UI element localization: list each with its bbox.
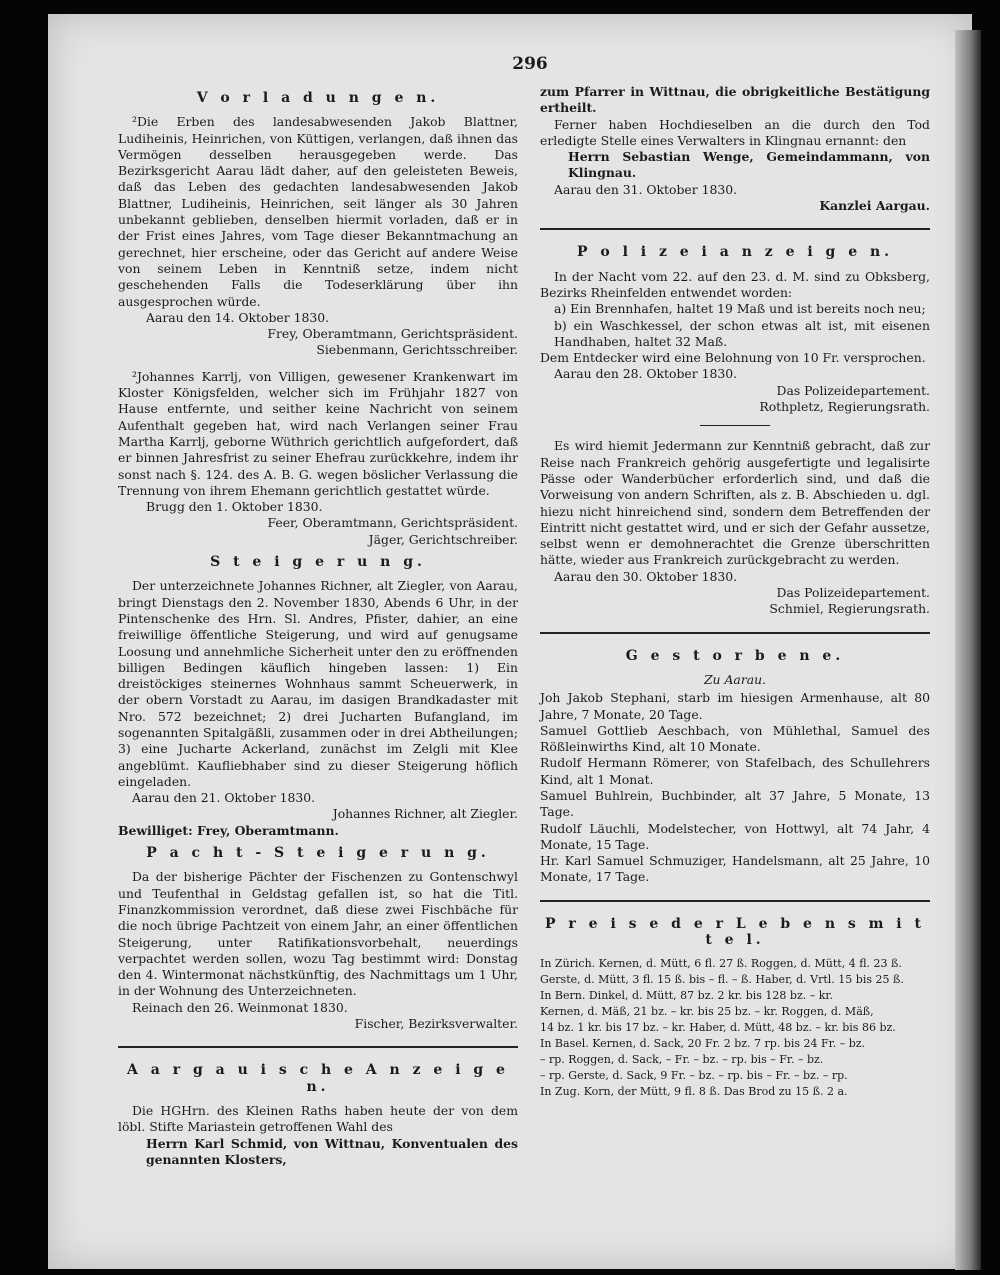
price-line: – rp. Gerste, d. Sack, 9 Fr. – bz. – rp. bis – Fr. – bz. – rp. bbox=[540, 1069, 848, 1083]
summons-1-date: Aarau den 14. Oktober 1830. bbox=[146, 309, 330, 325]
death-entry: Joh Jakob Stephani, starb im hiesigen Armenhause, alt 80 Jahre, 7 Monate, 20 Tage. bbox=[540, 690, 930, 722]
summons-2-signature-2: Jäger, Gerichtschreiber. bbox=[368, 531, 518, 547]
death-entry: Rudolf Hermann Römerer, von Stafelbach, des Schullehrers Kind, alt 1 Monat. bbox=[540, 755, 930, 787]
passport-notice-signature-1: Das Polizeidepartement. bbox=[776, 585, 930, 601]
appointment-continued: zum Pfarrer in Wittnau, die obrigkeitliche Bestätigung ertheilt. bbox=[540, 84, 930, 116]
appointment-2-name: Herrn Sebastian Wenge, Gemeindammann, von Klingnau. bbox=[568, 149, 930, 181]
section-divider bbox=[118, 1046, 518, 1048]
theft-item-a: a) Ein Brennhafen, haltet 19 Maß und ist bereits noch neu; bbox=[554, 301, 926, 317]
lease-auction-signature: Fischer, Bezirksverwalter. bbox=[354, 1016, 518, 1032]
appointment-text: Die HGHrn. des Kleinen Raths haben heute der von dem löbl. Stifte Mariastein getroffenen Wahl des bbox=[118, 1102, 518, 1135]
auction-text: Der unterzeichnete Johannes Richner, alt Ziegler, von Aarau, bringt Dienstags den 2. November 1830, Abends 6 Uhr, in der Pintenschenke des Hrn. Sl. Andres, Pfister, dahier, an eine freiwillige öffentliche Steigerung, und wird auf genugsame Loosung und annehmliche Sicherheit unter den zu eröffnenden billigen Bedingen käuflich hingeben lassen: 1) Ein dreistöckiges steinernes Wohnhaus sammt Scheuerwerk, in der obern Vorstadt zu Aarau, im dasigen Brandkadaster mit Nro. 572 bezeichnet; 2) drei Jucharten Bufangland, im sogenannten Spitalgäßli, zusammen oder in drei Abtheilungen; 3) eine Jucharte Ackerland, zunächst im Zelgli mit Klee angeblümt. Kaufliebhaber sind zu dieser Steigerung höflich eingeladen. bbox=[118, 578, 518, 789]
price-line: Kernen, d. Mäß, 21 bz. – kr. bis 25 bz. – kr. Roggen, d. Mäß, bbox=[540, 1005, 874, 1019]
price-line: In Basel. Kernen, d. Sack, 20 Fr. 2 bz. 7 rp. bis 24 Fr. – bz. bbox=[540, 1037, 866, 1051]
lease-auction-text: Da der bisherige Pächter der Fischenzen zu Gontenschwyl und Teufenthal in Geldstag gefallen ist, so hat die Titl. Finanzkommission verordnet, daß diese zwei Fischbäche für die noch übrige Pachtzeit von einem Jahr, an einer öffentlichen Steigerung, unter Ratifikationsvorbehalt, neuerdings verpachtet werden sollen, wozu Tag bestimmt wird: Donstag den 4. Wintermonat nächstkünftig, des Nachmittags um 1 Uhr, in der Wohnung des Unterzeichneten. bbox=[118, 869, 518, 999]
heading-pacht-steigerung: P a c h t - S t e i g e r u n g. bbox=[146, 845, 490, 862]
summons-2-date: Brugg den 1. Oktober 1830. bbox=[146, 499, 323, 515]
price-line: – rp. Roggen, d. Sack, – Fr. – bz. – rp. bis – Fr. – bz. bbox=[540, 1053, 824, 1067]
price-line: Gerste, d. Mütt, 3 fl. 15 ß. bis – fl. – ß. Haber, d. Vrtl. 15 bis 25 ß. bbox=[540, 973, 904, 987]
heading-aargauische-anzeigen: A a r g a u i s c h e A n z e i g e n. bbox=[127, 1062, 509, 1095]
passport-notice-date: Aarau den 30. Oktober 1830. bbox=[554, 568, 738, 584]
appointment-date: Aarau den 31. Oktober 1830. bbox=[554, 181, 738, 197]
passport-notice-text: Es wird hiemit Jedermann zur Kenntniß gebracht, daß zur Reise nach Frankreich gehörig ausgefertigte und legalisirte Pässe oder Wanderbücher erforderlich sind, und daß die Vorweisung von andern Schriften, als z. B. Abschieden u. dgl. hiezu nicht hinreichend sind, sondern dem Betreffenden der Eintritt nicht gestattet wird, und er sich der Gefahr aussetze, selbst wenn er demohnerachtet die Grenze überschritten hätte, wieder aus Frankreich zurückgebracht zu werden. bbox=[540, 438, 930, 568]
passport-notice-signature-2: Schmiel, Regierungsrath. bbox=[769, 601, 930, 617]
heading-gestorbene: G e s t o r b e n e. bbox=[625, 647, 845, 664]
heading-polizeianzeigen: P o l i z e i a n z e i g e n. bbox=[576, 244, 894, 261]
auction-signature: Johannes Richner, alt Ziegler. bbox=[332, 806, 518, 822]
theft-item-b: b) ein Waschkessel, der schon etwas alt ist, mit eisenen Handhaben, haltet 32 Maß. bbox=[554, 317, 930, 349]
summons-1-text: ²Die Erben des landesabwesenden Jakob Blattner, Ludiheinis, Heinrichen, von Küttigen, verlangen, daß ihnen das Vermögen desselben herausgegeben werde. Das Bezirksgericht Aarau lädt daher, auf den geleisteten Beweis, daß das Leben des gedachten landesabwesenden Jakob Blattner, Ludiheinis, Heinrichen, seit länger als 30 Jahren unbekannt geblieben, denselben hiermit vorladen, daß er in der Frist eines Jahres, vom Tage dieser Bekanntmachung an gerechnet, hier erscheine, oder das Gericht auf andere Weise von seinem Leben in Kenntniß setze, indem nicht geschehenden Falls die Todeserklärung über ihn ausgesprochen würde. bbox=[118, 114, 518, 309]
deaths-location: Zu Aarau. bbox=[703, 671, 767, 687]
section-divider bbox=[540, 900, 930, 902]
theft-signature-2: Rothpletz, Regierungsrath. bbox=[759, 399, 930, 415]
summons-1-signature-1: Frey, Oberamtmann, Gerichtspräsident. bbox=[267, 326, 518, 342]
summons-2-text: ²Johannes Karrlj, von Villigen, gewesener Krankenwart im Kloster Königsfelden, welcher sich im Frühjahr 1827 von Hause entfernte, und seither keine Nachricht von seinem Aufenthalt gegeben hat, wird nach Verlangen seiner Frau Martha Karrlj, geborne Wüthrich gerichtlich aufgefordert, daß er binnen Jahresfrist zu seiner Ehefrau zurückkehre, indem ihr sonst nach §. 124. des A. B. G. wegen böslicher Verlassung die Trennung von ihrem Ehemann gerichtlich gestattet würde. bbox=[118, 368, 518, 498]
short-divider bbox=[700, 425, 770, 426]
summons-2-signature-1: Feer, Oberamtmann, Gerichtspräsident. bbox=[267, 515, 518, 531]
lease-auction-date: Reinach den 26. Weinmonat 1830. bbox=[132, 999, 348, 1015]
heading-vorladungen: V o r l a d u n g e n. bbox=[196, 90, 440, 106]
price-line: 14 bz. 1 kr. bis 17 bz. – kr. Haber, d. Mütt, 48 bz. – kr. bis 86 bz. bbox=[540, 1021, 896, 1035]
appointment-signature: Kanzlei Aargau. bbox=[819, 198, 930, 214]
death-entry: Samuel Buhlrein, Buchbinder, alt 37 Jahre, 5 Monate, 13 Tage. bbox=[540, 787, 930, 820]
right-column bbox=[540, 84, 930, 1100]
heading-preise: P r e i s e d e r L e b e n s m i t t e l. bbox=[545, 915, 925, 949]
section-divider bbox=[540, 632, 930, 634]
death-entry: Rudolf Läuchli, Modelstecher, von Hottwyl, alt 74 Jahr, 4 Monate, 15 Tage. bbox=[540, 820, 930, 852]
death-entry: Hr. Karl Samuel Schmuziger, Handelsmann, alt 25 Jahre, 10 Monate, 17 Tage. bbox=[540, 853, 930, 885]
appointment-name: Herrn Karl Schmid, von Wittnau, Konventualen des genannten Klosters, bbox=[146, 1135, 518, 1167]
left-column bbox=[118, 84, 518, 1168]
heading-steigerung: S t e i g e r u n g. bbox=[210, 554, 426, 571]
page-gutter bbox=[955, 30, 981, 1270]
theft-intro: In der Nacht vom 22. auf den 23. d. M. sind zu Obksberg, Bezirks Rheinfelden entwendet worden: bbox=[540, 268, 930, 300]
page-number: 296 bbox=[512, 54, 548, 74]
theft-signature-1: Das Polizeidepartement. bbox=[776, 382, 930, 398]
section-divider bbox=[540, 228, 930, 230]
theft-reward: Dem Entdecker wird eine Belohnung von 10 Fr. versprochen. bbox=[540, 350, 926, 366]
price-line: In Bern. Dinkel, d. Mütt, 87 bz. 2 kr. bis 128 bz. – kr. bbox=[540, 989, 833, 1003]
theft-date: Aarau den 28. Oktober 1830. bbox=[554, 366, 738, 382]
auction-approval: Bewilliget: Frey, Oberamtmann. bbox=[118, 822, 339, 838]
summons-1-signature-2: Siebenmann, Gerichtsschreiber. bbox=[316, 342, 518, 358]
death-entry: Samuel Gottlieb Aeschbach, von Mühlethal, Samuel des Rößleinwirths Kind, alt 10 Monate. bbox=[540, 722, 930, 755]
auction-date: Aarau den 21. Oktober 1830. bbox=[132, 790, 316, 806]
appointment-2-text: Ferner haben Hochdieselben an die durch den Tod erledigte Stelle eines Verwalters in Klingnau ernannt: den bbox=[540, 116, 930, 148]
price-line: In Zug. Korn, der Mütt, 9 fl. 8 ß. Das Brod zu 15 ß. 2 a. bbox=[540, 1085, 848, 1099]
price-line: In Zürich. Kernen, d. Mütt, 6 fl. 27 ß. Roggen, d. Mütt, 4 fl. 23 ß. bbox=[540, 957, 902, 971]
